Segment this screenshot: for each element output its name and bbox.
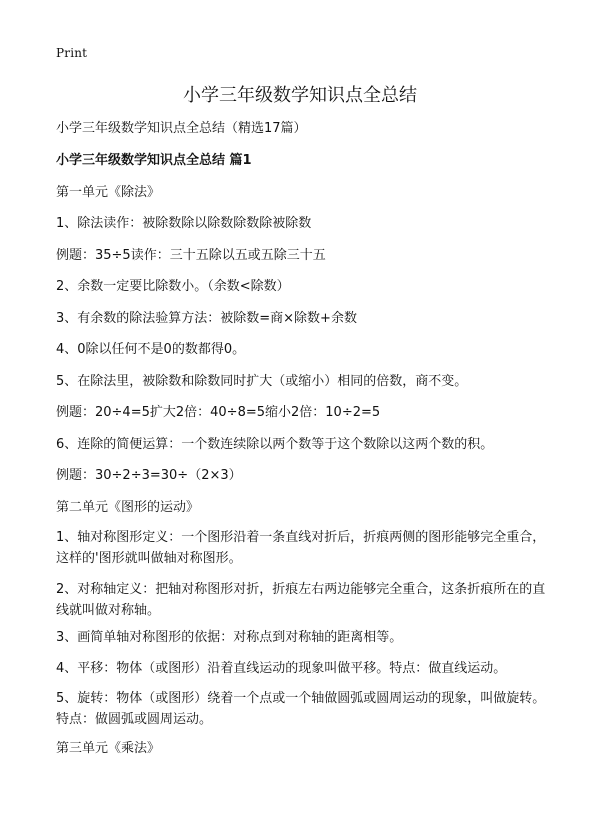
list-item: 4、平移：物体（或图形）沿着直线运动的现象叫做平移。特点：做直线运动。 (56, 661, 507, 676)
example-line: 例题：20÷4=5扩大2倍：40÷8=5缩小2倍：10÷2=5 (56, 405, 381, 420)
list-item: 6、连除的简便运算：一个数连续除以两个数等于这个数除以这两个数的积。 (56, 437, 494, 452)
example-line: 例题：35÷5读作：三十五除以五或五除三十五 (56, 248, 326, 263)
unit-heading: 第三单元《乘法》 (56, 741, 161, 756)
list-item: 4、0除以任何不是0的数都得0。 (56, 342, 246, 357)
print-label: Print (56, 46, 88, 60)
list-item: 1、轴对称图形定义：一个图形沿着一条直线对折后，折痕两侧的图形能够完全重合，这样的'图形就叫做轴对称图形。 (56, 530, 546, 566)
list-item: 2、对称轴定义：把轴对称图形对折，折痕左右两边能够完全重合，这条折痕所在的直线就叫做对称轴。 (56, 582, 546, 618)
list-item: 2、余数一定要比除数小。（余数<除数） (56, 279, 290, 294)
list-item: 3、画简单轴对称图形的依据：对称点到对称轴的距离相等。 (56, 630, 403, 645)
document-subtitle: 小学三年级数学知识点全总结（精选17篇） (56, 121, 307, 136)
list-item: 5、旋转：物体（或图形）绕着一个点或一个轴做圆弧或圆周运动的现象，叫做旋转。特点：做圆弧或圆周运动。 (56, 691, 546, 727)
list-item: 5、在除法里，被除数和除数同时扩大（或缩小）相同的倍数，商不变。 (56, 374, 468, 389)
list-item: 1、除法读作：被除数除以除数除数除被除数 (56, 216, 312, 231)
unit-heading: 第一单元《除法》 (56, 185, 161, 200)
list-item: 3、有余数的除法验算方法：被除数=商×除数+余数 (56, 311, 357, 326)
article-heading: 小学三年级数学知识点全总结 篇1 (56, 153, 252, 168)
example-line: 例题：30÷2÷3=30÷（2×3） (56, 468, 242, 483)
unit-heading: 第二单元《图形的运动》 (56, 500, 200, 515)
page-title: 小学三年级数学知识点全总结 (183, 85, 417, 106)
